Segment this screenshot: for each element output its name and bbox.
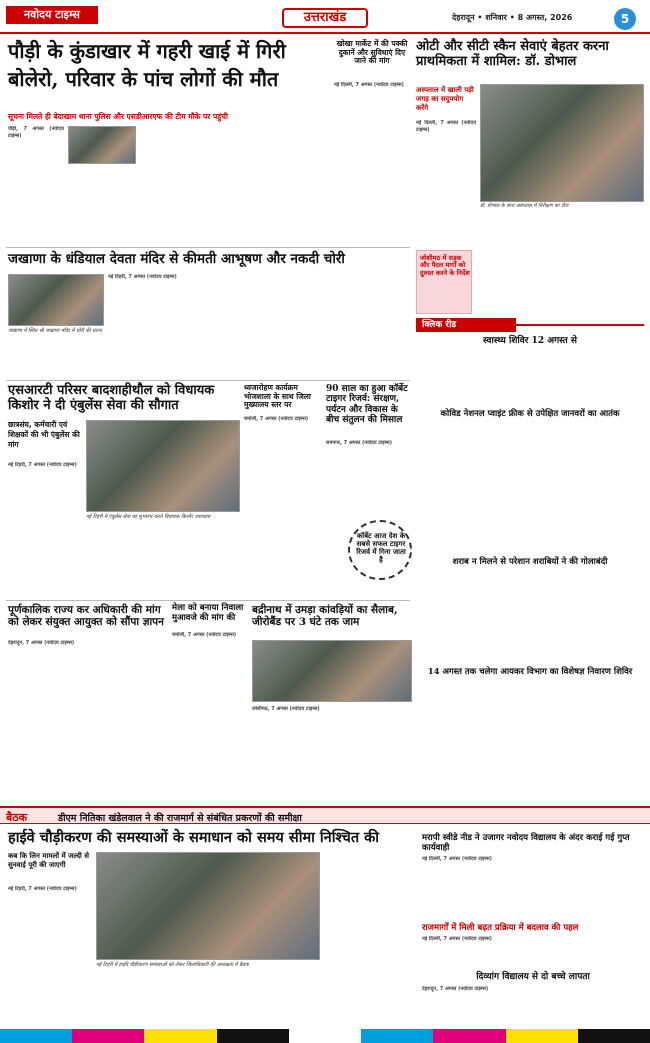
lead-headline-2: बोलेरो, परिवार के पांच लोगों की मौत <box>8 67 279 91</box>
meeting-bar <box>0 806 650 824</box>
badri-photo <box>252 640 412 702</box>
click-head-4: 14 अगस्त तक चलेगा आयकर विभाग का विशेषज्ञ निवारण शिविर <box>427 667 633 677</box>
corbett-quote-box <box>348 520 412 580</box>
complaint-body-2 <box>90 640 168 800</box>
highway-headline: हाईवे चौड़ीकरण की समस्याओं के समाधान को समय सीमा निश्चित की <box>8 829 380 846</box>
badri-body-2 <box>334 706 412 800</box>
school-body: नई दिल्ली, 7 अगस्त (नवोदय टाइम्स) <box>422 856 492 862</box>
mela-body: चमोली, 7 अगस्त (नवोदय टाइम्स) <box>172 632 237 638</box>
masthead <box>0 0 650 34</box>
jewel-photo <box>8 274 104 326</box>
flag-headline: ध्वजारोहण कार्यक्रम भोजशाला के साथ जिला मुख्यालय स्तर पर <box>244 383 311 410</box>
pink-note-text: जोशीमठ में सड़क और पैदल मार्गों को दुरुस्त करने के निर्देश <box>420 254 470 277</box>
corbett-quote: कॉर्बेट आज देश के सबसे सफल टाइगर रिजर्व में गिना जाता है <box>356 531 406 565</box>
click-body-3 <box>416 572 644 664</box>
school-headline: मरापी स्वीडे नीड ने उजागर नवोदय विद्यालय के अंदर कराई गई गुप्त कार्यवाही <box>422 833 630 853</box>
jewel-body-3 <box>208 274 308 376</box>
jewel-body-4 <box>312 274 410 376</box>
lead-body-col4 <box>238 126 330 242</box>
badri-body-1: जोशीमठ, 7 अगस्त (नवोदय टाइम्स) <box>252 706 320 712</box>
jewel-body-1 <box>8 342 104 376</box>
pink-note-body <box>476 250 644 314</box>
complaint-body-1: देहरादून, 7 अगस्त (नवोदय टाइम्स) <box>8 640 75 646</box>
ot-body: नई दिल्ली, 7 अगस्त (नवोदय टाइम्स) <box>416 120 476 133</box>
highway-photo <box>96 852 320 960</box>
highway-body-2 <box>96 972 206 1024</box>
lead-body-col1: पौड़ी, 7 अगस्त (नवोदय टाइम्स) <box>8 126 64 139</box>
highway-body-4 <box>324 852 416 1024</box>
jewel-headline: जखाणा के धंडियाल देवता मंदिर से कीमती आभूषण और नकदी चोरी <box>8 251 345 267</box>
highway-body-1: नई टिहरी, 7 अगस्त (नवोदय टाइम्स) <box>8 886 77 892</box>
ot-side-head: अस्पताल में खाली पड़ी जगह का सदुपयोग करेंगे <box>416 86 474 112</box>
click-head-1: स्वास्थ्य शिविर 12 अगस्त से <box>482 336 578 346</box>
mock-holder <box>172 790 173 791</box>
divyang-body: देहरादून, 7 अगस्त (नवोदय टाइम्स) <box>422 986 489 992</box>
pink-note-box <box>416 250 472 314</box>
newspaper-logo: नवोदय टाइम्स <box>6 6 98 24</box>
meeting-text: डीएम नितिका खंडेलवाल ने की राजमार्ग से संबंधित प्रकरणों की समीक्षा <box>58 813 302 824</box>
lead-subhead: सूचना मिलते ही बेदाखाम थाना पुलिस और एसडीआरएफ की टीम मौके पर पहुंची <box>8 112 228 121</box>
highway-side-head: कब कि लिन मामलों में जल्दी से सुनवाई पूरी की जाएगी <box>8 852 90 869</box>
lead-body-col2 <box>68 168 136 242</box>
section-title: उत्तराखंड <box>282 8 368 28</box>
jewel-body-2: नई टिहरी, 7 अगस्त (नवोदय टाइम्स) <box>108 274 177 280</box>
ambulance-body-2 <box>86 524 160 596</box>
click-head-2: कोविड नेशनल प्वाइंट फ्रीक से उपेक्षित जानवरों का आतंक <box>440 409 620 419</box>
lead-body-col3 <box>140 126 235 242</box>
ambulance-photo <box>86 420 240 512</box>
ambulance-side-head: छात्रसंघ, कर्मचारी एवं शिक्षकों की भी एंबुलेंस की मांग <box>8 420 80 449</box>
mela-headline: मेला को बनाया निवाला मुआवजे की मांग की <box>172 603 244 623</box>
ot-photo <box>480 84 644 202</box>
ambulance-caption: नई टिहरी में एंबुलेंस सेवा का शुभारंभ करते विधायक किशोर उपाध्याय <box>86 514 211 520</box>
jewel-caption: जखाणा में स्थित श्री जखाणा मंदिर में चोरी की घटना <box>8 328 102 334</box>
ambulance-headline: एसआरटी परिसर बादशाहीथौल को विधायक किशोर ने दी एंबुलेंस सेवा की सौगात <box>8 383 215 413</box>
rajmarg-body: नई दिल्ली, 7 अगस्त (नवोदय टाइम्स) <box>422 936 492 942</box>
click-head-3: शराब न मिलने से परेशान शराबियों ने की गोलाबंदी <box>452 557 608 567</box>
highway-body-3 <box>210 972 320 1024</box>
click-body-1 <box>416 350 644 406</box>
ambulance-body-1: नई टिहरी, 7 अगस्त (नवोदय टाइम्स) <box>8 462 77 468</box>
ot-headline: ओटी और सीटी स्कैन सेवाएं बेहतर करना प्राथमिकता में शामिल: डॉ. डोभाल <box>416 39 609 69</box>
flag-body: चमोली, 7 अगस्त (नवोदय टाइम्स) <box>244 416 309 422</box>
ambulance-body-3 <box>164 524 240 596</box>
ot-body-2 <box>480 212 644 242</box>
click-body-2 <box>416 436 644 554</box>
meeting-tag: बैठक <box>6 811 28 824</box>
print-color-bar <box>0 1029 650 1043</box>
ot-caption: डॉ. डोभाल के साथ अस्पताल में निरीक्षण का दौरा <box>480 203 569 209</box>
shops-body: नई दिल्ली, 7 अगस्त (नवोदय टाइम्स) <box>334 82 404 88</box>
page-dateline: देहरादून • शनिवार • 8 अगस्त, 2026 <box>452 13 573 22</box>
lead-headline-1: पौड़ी के कुंडाखार में गहरी खाई में गिरी <box>8 39 286 63</box>
rajmarg-headline: राजमार्गों में मिली बढ़त प्रक्रिया में बदलाव की पहल <box>422 923 579 933</box>
divyang-headline: दिव्यांग विद्यालय से दो बच्चे लापता <box>476 972 590 982</box>
highway-caption: नई टिहरी में हाईवे चौड़ीकरण समस्याओं को लेकर जिलाधिकारी की अध्यक्षता में बैठक <box>96 962 249 968</box>
shops-headline: खोखा मार्केट में की पक्की दुकानें और सुविधाएं दिए जाने की मांग <box>336 39 408 66</box>
corbett-body: रामनगर, 7 अगस्त (नवोदय टाइम्स) <box>326 440 392 446</box>
lead-photo <box>68 126 136 164</box>
complaint-headline: पूर्णकालिक राज्य कर अधिकारी की मांग को लेकर संयुक्त आयुक्त को सौंपा ज्ञापन <box>8 604 164 629</box>
page-number: 5 <box>614 8 636 30</box>
badri-headline: बद्रीनाथ में उमड़ा कांवड़ियों का सैलाब, जीरोबैंड पर 3 घंटे तक जाम <box>252 604 398 629</box>
click-read-label: क्लिक रीड <box>416 318 516 332</box>
click-body-4 <box>416 694 644 802</box>
corbett-headline: 90 साल का हुआ कॉर्बेट टाइगर रिजर्व: संरक्षण, पर्यटन और विकास के बीच संतुलन की मिसाल <box>326 384 408 426</box>
